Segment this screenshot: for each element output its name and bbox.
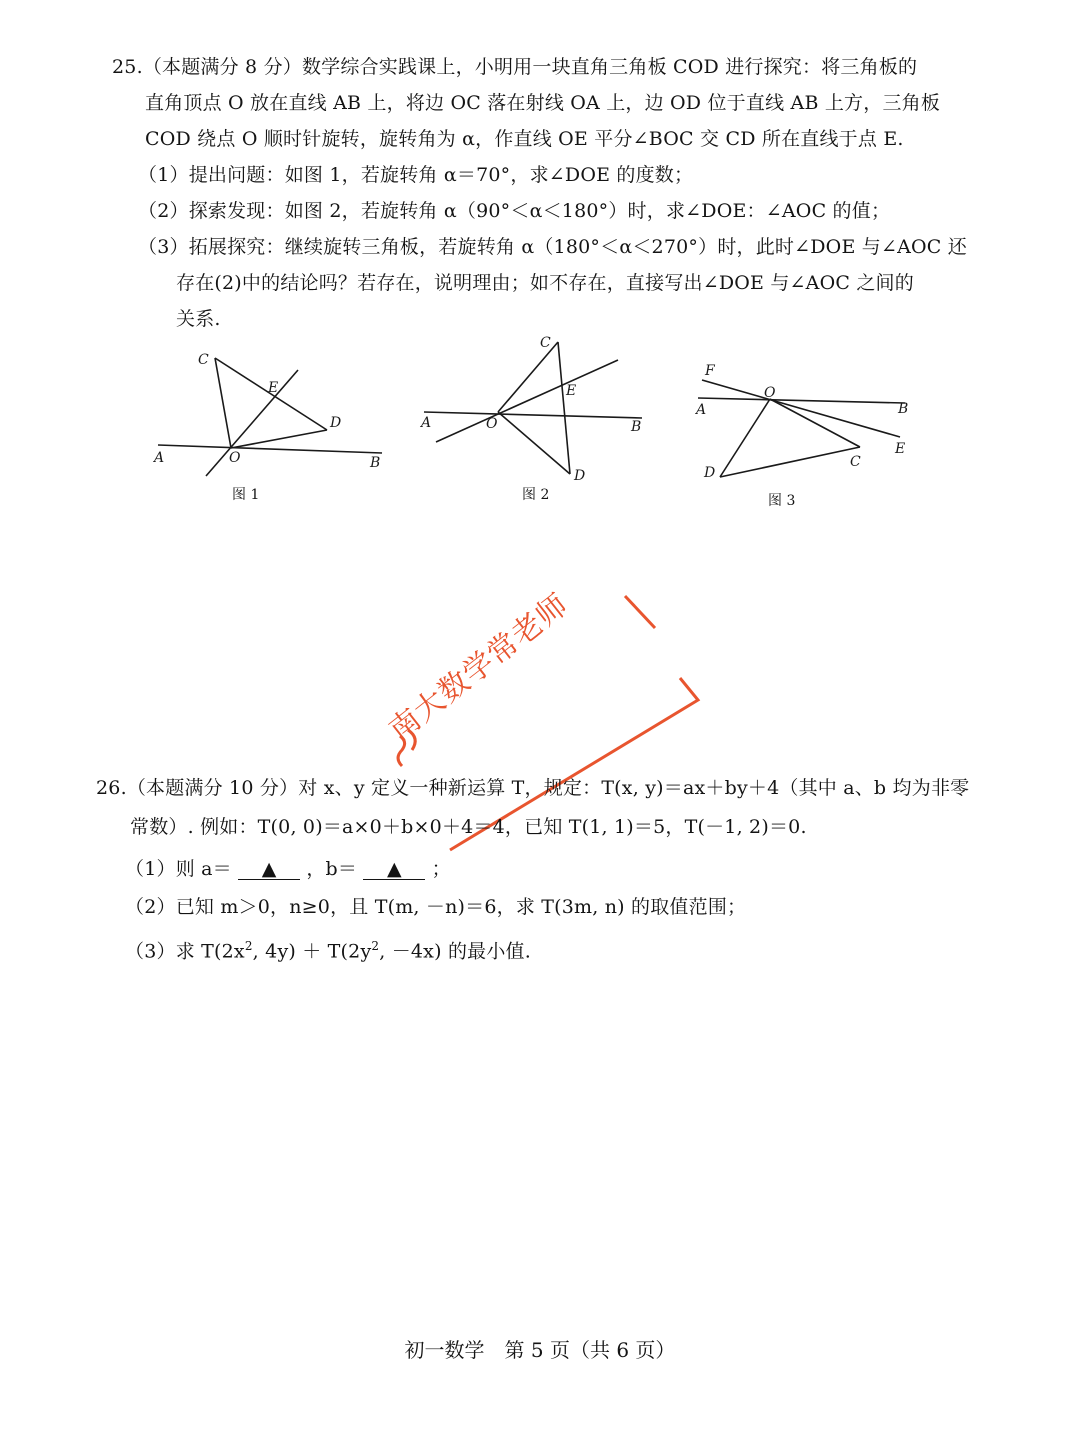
q26-part-1-suffix: ； (431, 858, 451, 880)
q26-part-3-sup-1: 2 (244, 939, 253, 953)
figure-3-diagram (690, 355, 930, 490)
figure-3-caption: 图 3 (768, 493, 796, 509)
q26-part-3-mid: , 4y) ＋ T(2y (252, 940, 372, 963)
answer-blank-b: ▲ (363, 859, 425, 880)
fig3-label-o: O (764, 385, 776, 401)
fig1-side-oc (215, 358, 231, 448)
fig1-side-od (231, 430, 327, 448)
q25-part-2: （2）探索发现：如图 2，若旋转角 α（90°＜α＜180°）时，求∠DOE：∠AOC 的值； (138, 200, 891, 222)
q26-stem-line-2: 常数）. 例如：T(0, 0)＝a×0＋b×0＋4＝4，已知 T(1, 1)＝5，T(－1, 2)＝0. (130, 816, 807, 838)
watermark-text: 南大数学常老师 (382, 587, 576, 749)
figure-1-diagram (150, 340, 400, 490)
fig2-line-ab (424, 412, 642, 418)
q25-part-3-line-2: 存在(2)中的结论吗？若存在，说明理由；如不存在，直接写出∠DOE 与∠AOC 之间的 (176, 272, 914, 294)
fig3-line-ab (698, 398, 905, 403)
q26-part-1 (125, 856, 451, 882)
fig2-label-a: A (421, 415, 432, 431)
figure-3 (690, 355, 930, 490)
q26-part-2: （2）已知 m＞0，n≥0，且 T(m, －n)＝6，求 T(3m, n) 的取值范围； (125, 896, 747, 918)
answer-blank-a: ▲ (238, 859, 300, 880)
fig2-label-b: B (631, 419, 642, 435)
fig2-label-o: O (486, 416, 498, 432)
q26-part-3-prefix: （3）求 T(2x (125, 940, 245, 963)
q26-part-3-suffix: , －4x) 的最小值. (379, 940, 531, 963)
fig1-line-ab (158, 445, 382, 453)
fig1-label-a: A (154, 450, 165, 466)
fig2-label-c: C (540, 335, 551, 351)
fig2-label-e: E (566, 383, 577, 399)
fig3-label-e: E (895, 441, 906, 457)
q25-stem-line-3: COD 绕点 O 顺时针旋转，旋转角为 α，作直线 OE 平分∠BOC 交 CD 所在直线于点 E. (145, 128, 904, 150)
fig2-line-oe (436, 360, 618, 442)
page-footer: 初一数学 第 5 页（共 6 页） (404, 1338, 676, 1362)
fig3-line-fe (702, 380, 900, 437)
fig3-label-c: C (850, 454, 861, 470)
fig2-label-d: D (574, 468, 586, 484)
fig2-side-cd (558, 342, 570, 474)
fig1-label-d: D (330, 415, 342, 431)
q25-stem-line-1: 25.（本题满分 8 分）数学综合实践课上，小明用一块直角三角板 COD 进行探究：将三角板的 (112, 56, 918, 78)
q26-part-3-sup-2: 2 (371, 939, 380, 953)
figure-2-diagram (418, 330, 658, 490)
fig2-side-oc (498, 342, 558, 412)
q26-part-1-mid: ，b＝ (306, 858, 358, 880)
fig3-side-dc (720, 447, 860, 477)
fig1-label-o: O (229, 450, 241, 466)
fig2-side-od (498, 412, 570, 474)
figure-2 (418, 330, 658, 490)
fig3-label-d: D (704, 465, 716, 481)
q26-part-3 (125, 933, 531, 964)
q26-part-1-prefix: （1）则 a＝ (125, 858, 232, 880)
q25-part-3-line-3: 关系. (176, 308, 221, 330)
q25-part-3-line-1: （3）拓展探究：继续旋转三角板，若旋转角 α（180°＜α＜270°）时，此时∠DOE 与∠AOC 还 (138, 236, 967, 258)
fig1-label-b: B (370, 455, 381, 471)
figure-2-caption: 图 2 (522, 487, 550, 503)
fig3-label-a: A (696, 402, 707, 418)
figure-1-caption: 图 1 (232, 487, 260, 503)
fig3-label-b: B (898, 401, 909, 417)
fig1-label-c: C (198, 352, 209, 368)
q25-stem-line-2: 直角顶点 O 放在直线 AB 上，将边 OC 落在射线 OA 上，边 OD 位于直线 AB 上方，三角板 (145, 92, 941, 114)
fig3-side-od (720, 399, 770, 477)
fig3-label-f: F (705, 363, 715, 379)
q25-part-1: （1）提出问题：如图 1，若旋转角 α＝70°，求∠DOE 的度数； (138, 164, 694, 186)
figure-1 (150, 340, 400, 490)
fig3-side-oc (770, 399, 860, 447)
fig1-label-e: E (268, 380, 279, 396)
q26-stem-line-1: 26.（本题满分 10 分）对 x、y 定义一种新运算 T，规定：T(x, y)＝ax＋by＋4（其中 a、b 均为非零 (96, 777, 970, 799)
